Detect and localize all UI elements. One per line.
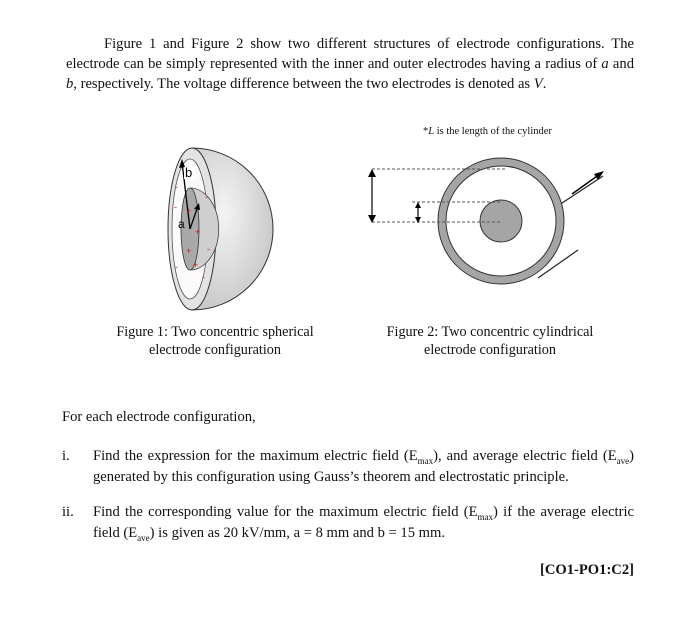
item-number: i.	[62, 448, 70, 464]
charge-plus: +	[186, 246, 192, 256]
figure-1-spherical-diagram	[150, 140, 290, 320]
label-a: a	[178, 217, 185, 231]
charge-minus: -	[175, 182, 178, 192]
course-outcome-code: [CO1-PO1:C2]	[539, 562, 634, 578]
figure-1-caption: Figure 1: Two concentric spherical electrode configuration	[116, 324, 314, 358]
item-number: ii.	[62, 504, 74, 520]
figure-note: *L is the length of the cylinder	[423, 126, 552, 137]
figure-2-cylindrical-diagram	[360, 150, 620, 310]
charge-minus: -	[174, 202, 177, 212]
charge-plus: +	[195, 227, 201, 237]
charge-minus: -	[205, 192, 208, 202]
charge-plus: +	[193, 260, 199, 270]
figure-2-caption: Figure 2: Two concentric cylindrical electrode configuration	[386, 324, 594, 358]
charge-plus: +	[186, 206, 192, 216]
charge-minus: -	[202, 272, 205, 282]
lead-text: For each electrode configuration,	[62, 409, 256, 425]
charge-minus: -	[175, 262, 178, 272]
question-item: i. Find the expression for the maximum electric field $(E_{max})$, and average electric field $(E_{ave})$ generated by this configuration using Gauss’s theorem and electrostatic principle.	[62, 448, 634, 485]
label-b: b	[185, 165, 193, 180]
intro-paragraph: Figure 1 and Figure 2 show two different structures of electrode configurations. The electrode can be simply represented with the inner and outer electrodes having a radius of a and b, respectively. The voltage difference between the two electrodes is denoted as V.	[66, 36, 634, 92]
question-item: ii. Find the corresponding value for the maximum electric field $(E_{max})$ if the average electric field $(E_{ave})$ is given as 20 kV/mm, a = 8 mm and b = 15 mm.	[62, 504, 635, 543]
charge-minus: -	[207, 244, 210, 254]
length-arrow	[572, 174, 600, 194]
